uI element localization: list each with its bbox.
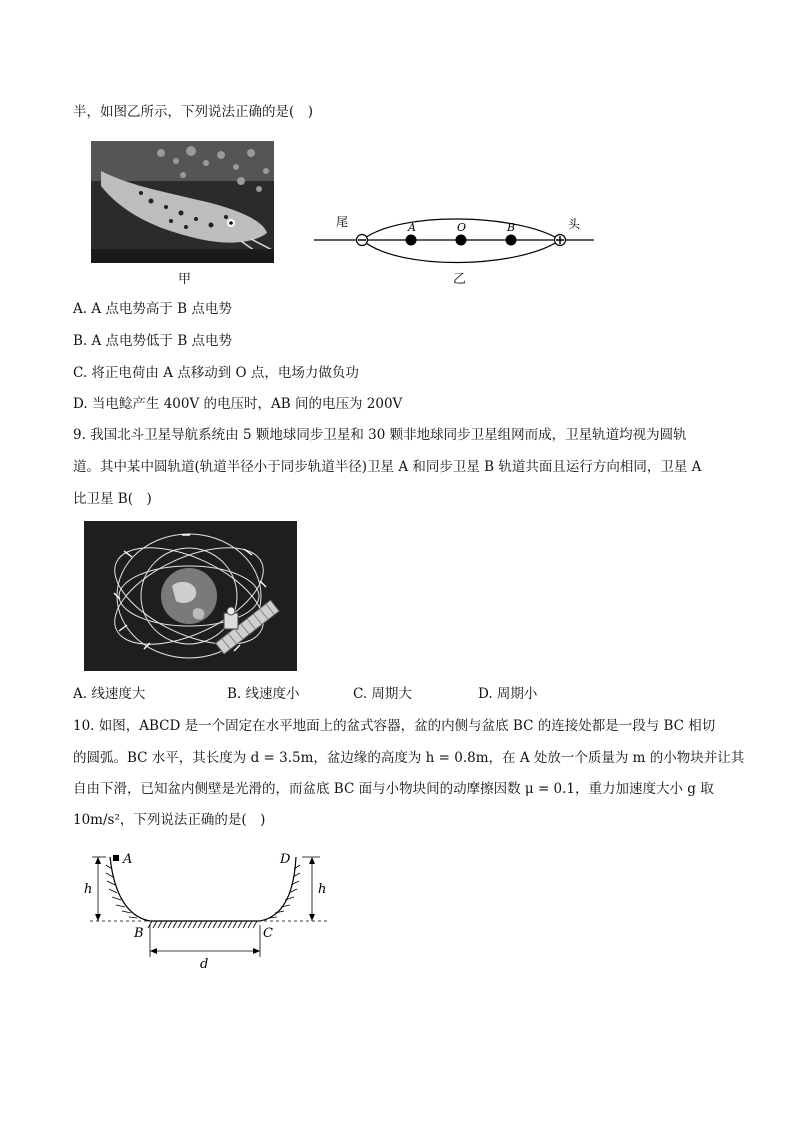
q10-stem-line-2: 的圆弧。BC 水平，其长度为 d = 3.5m，盆边缘的高度为 h = 0.8m，在 A 处放一个质量为 m 的小物块并让其 [73,750,745,766]
q9-option-b: B. 线速度小 [227,686,300,702]
label-a: A [408,221,416,234]
fish-photo [91,141,274,263]
q9-option-c: C. 周期大 [353,686,412,702]
question-8-stem-tail: 半，如图乙所示，下列说法正确的是( ) [73,104,314,120]
basin-diagram [80,845,340,975]
q8-option-c: C. 将正电荷由 A 点移动到 O 点，电场力做负功 [73,365,359,381]
label-o: O [457,221,467,234]
point-b [506,235,517,246]
q8-option-d: D. 当电鲶产生 400V 的电压时，AB 间的电压为 200V [73,396,403,412]
point-a [406,235,417,246]
label-b: B [507,221,516,234]
figure-caption-jia: 甲 [178,272,192,287]
point-o [456,235,467,246]
q10-stem-line-3: 自由下滑，已知盆内侧壁是光滑的，而盆底 BC 面与小物块间的动摩擦因数 μ = 0.1，重力加速度大小 g 取 [73,781,714,797]
label-d-dimension: d [200,957,209,972]
block-icon [113,855,119,861]
q9-option-a: A. 线速度大 [73,686,146,702]
label-a: A [123,852,133,867]
label-head: 头 [568,217,581,231]
label-h-left: h [84,882,93,897]
figure-caption-yi: 乙 [453,272,467,287]
q9-option-d: D. 周期小 [478,686,538,702]
label-b: B [134,926,144,941]
q8-option-b: B. A 点电势低于 B 点电势 [73,333,233,349]
q9-stem-line-1: 9. 我国北斗卫星导航系统由 5 颗地球同步卫星和 30 颗非地球同步卫星组网而成，卫星轨道均视为圆轨 [73,427,687,443]
q9-stem-line-3: 比卫星 B( ) [73,491,152,507]
q10-stem-line-4: 10m/s²，下列说法正确的是( ) [73,812,266,828]
q8-option-a: A. A 点电势高于 B 点电势 [73,301,232,317]
q10-stem-line-1: 10. 如图，ABCD 是一个固定在水平地面上的盆式容器，盆的内侧与盆底 BC 的连接处都是一段与 BC 相切 [73,718,716,734]
label-tail: 尾 [336,215,349,229]
q9-stem-line-2: 道。其中某中圆轨道(轨道半径小于同步轨道半径)卫星 A 和同步卫星 B 轨道共面且运行方向相同，卫星 A [73,459,702,475]
fish-photo-image [91,141,274,263]
label-d: D [280,852,291,867]
label-c: C [263,926,273,941]
label-h-right: h [318,882,327,897]
satellite-orbit-image [84,521,297,671]
